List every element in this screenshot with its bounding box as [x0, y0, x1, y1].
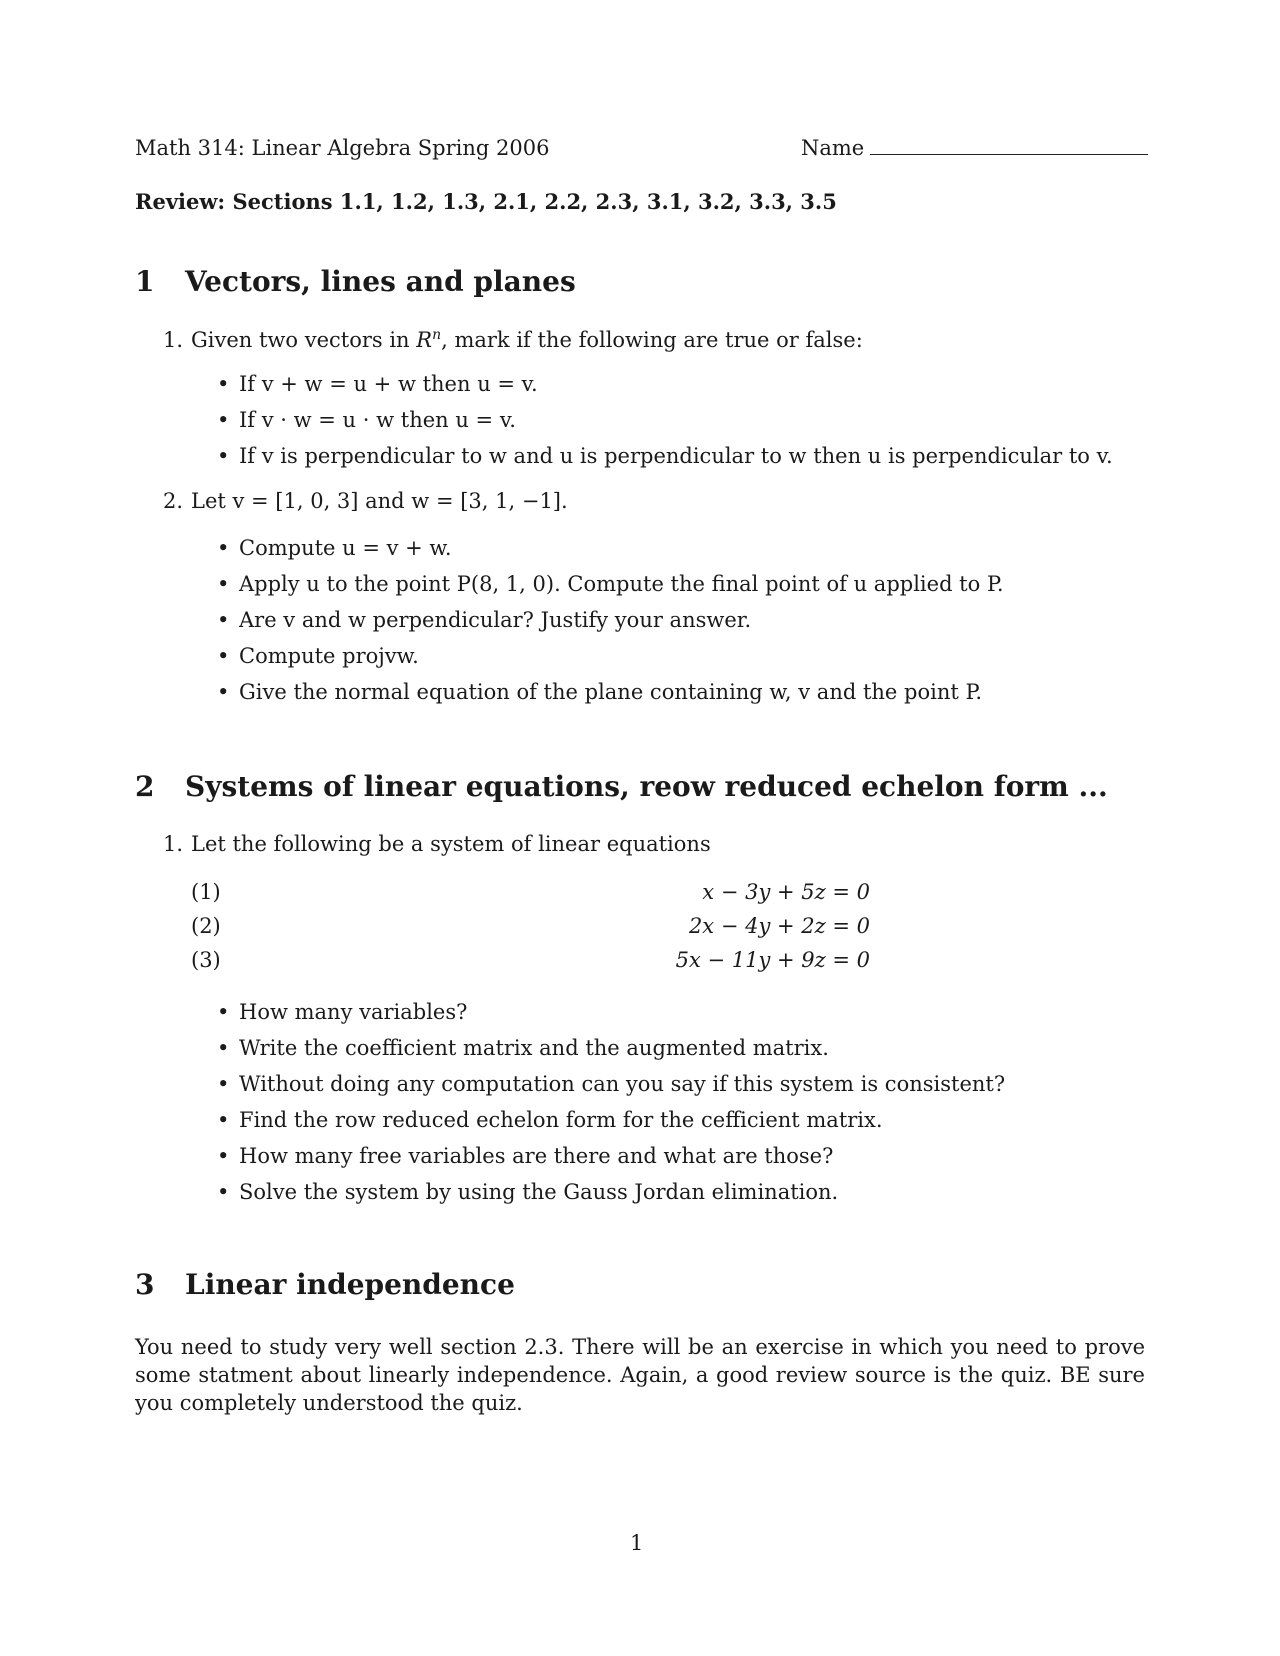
section-number: 2: [135, 770, 155, 803]
bullet-icon: •: [217, 408, 230, 432]
bullet-icon: •: [217, 1036, 230, 1060]
list-item: • Apply u to the point P(8, 1, 0). Compute the final point of u applied to P.: [217, 572, 1004, 596]
list-item: • How many variables?: [217, 1000, 468, 1024]
bullet-icon: •: [217, 1000, 230, 1024]
list-item: • If v + w = u + w then u = v.: [217, 372, 538, 396]
bullet-icon: •: [217, 1144, 230, 1168]
equation: x − 3y + 5z = 0: [702, 880, 870, 904]
s2-question-1: 1. Let the following be a system of linear equations: [163, 832, 711, 856]
list-item: • If v is perpendicular to w and u is perpendicular to w then u is perpendicular to v.: [217, 444, 1113, 468]
section-3-heading: [135, 1268, 515, 1301]
review-sections: Review: Sections 1.1, 1.2, 1.3, 2.1, 2.2, 2.3, 3.1, 3.2, 3.3, 3.5: [135, 189, 837, 214]
section-title: Vectors, lines and planes: [185, 265, 576, 298]
bullet-icon: •: [217, 680, 230, 704]
list-item: • Are v and w perpendicular? Justify your answer.: [217, 608, 752, 632]
page-number: 1: [630, 1531, 644, 1555]
bullet-icon: •: [217, 1072, 230, 1096]
bullet-icon: •: [217, 1180, 230, 1204]
course-title: Math 314: Linear Algebra Spring 2006: [135, 136, 550, 160]
list-item: • Write the coefficient matrix and the augmented matrix.: [217, 1036, 829, 1060]
list-item: • Give the normal equation of the plane containing w, v and the point P.: [217, 680, 983, 704]
list-item: • If v · w = u · w then u = v.: [217, 408, 516, 432]
bullet-icon: •: [217, 1108, 230, 1132]
s1-question-1: 1. Given two vectors in $R^n$, mark if the following are true or false:: [163, 327, 863, 352]
bullet-icon: •: [217, 444, 230, 468]
question-number: 1.: [163, 328, 184, 352]
list-item: • Compute projvw.: [217, 644, 419, 668]
list-item: • How many free variables are there and what are those?: [217, 1144, 834, 1168]
list-item: • Solve the system by using the Gauss Jordan elimination.: [217, 1180, 839, 1204]
section-1-heading: [135, 265, 576, 298]
question-number: 2.: [163, 489, 184, 513]
bullet-icon: •: [217, 572, 230, 596]
question-number: 1.: [163, 832, 184, 856]
bullet-icon: •: [217, 372, 230, 396]
section-2-heading: [135, 770, 1108, 803]
bullet-icon: •: [217, 644, 230, 668]
section-3-paragraph: You need to study very well section 2.3. There will be an exercise in which you need to prove some statment about linearly independence. Again, a good review source is the quiz. BE sure you completely understood the quiz.: [135, 1335, 1145, 1415]
equation-label: (2): [191, 914, 221, 938]
name-field: [801, 136, 1148, 160]
section-title: Linear independence: [185, 1268, 515, 1301]
equation-label: (3): [191, 948, 221, 972]
bullet-icon: •: [217, 536, 230, 560]
section-number: 1: [135, 265, 155, 298]
list-item: • Without doing any computation can you say if this system is consistent?: [217, 1072, 1006, 1096]
list-item: • Find the row reduced echelon form for the cefficient matrix.: [217, 1108, 883, 1132]
s1-question-2: 2. Let v = [1, 0, 3] and w = [3, 1, −1].: [163, 489, 568, 513]
section-title: Systems of linear equations, reow reduced echelon form ...: [185, 770, 1108, 803]
name-label: Name: [801, 136, 865, 160]
list-item: • Compute u = v + w.: [217, 536, 452, 560]
name-blank-line[interactable]: [870, 136, 1148, 155]
document-page: [135, 0, 1145, 1656]
bullet-icon: •: [217, 608, 230, 632]
equation-label: (1): [191, 880, 221, 904]
section-number: 3: [135, 1268, 155, 1301]
equation: 5x − 11y + 9z = 0: [675, 948, 870, 972]
equation: 2x − 4y + 2z = 0: [688, 914, 870, 938]
